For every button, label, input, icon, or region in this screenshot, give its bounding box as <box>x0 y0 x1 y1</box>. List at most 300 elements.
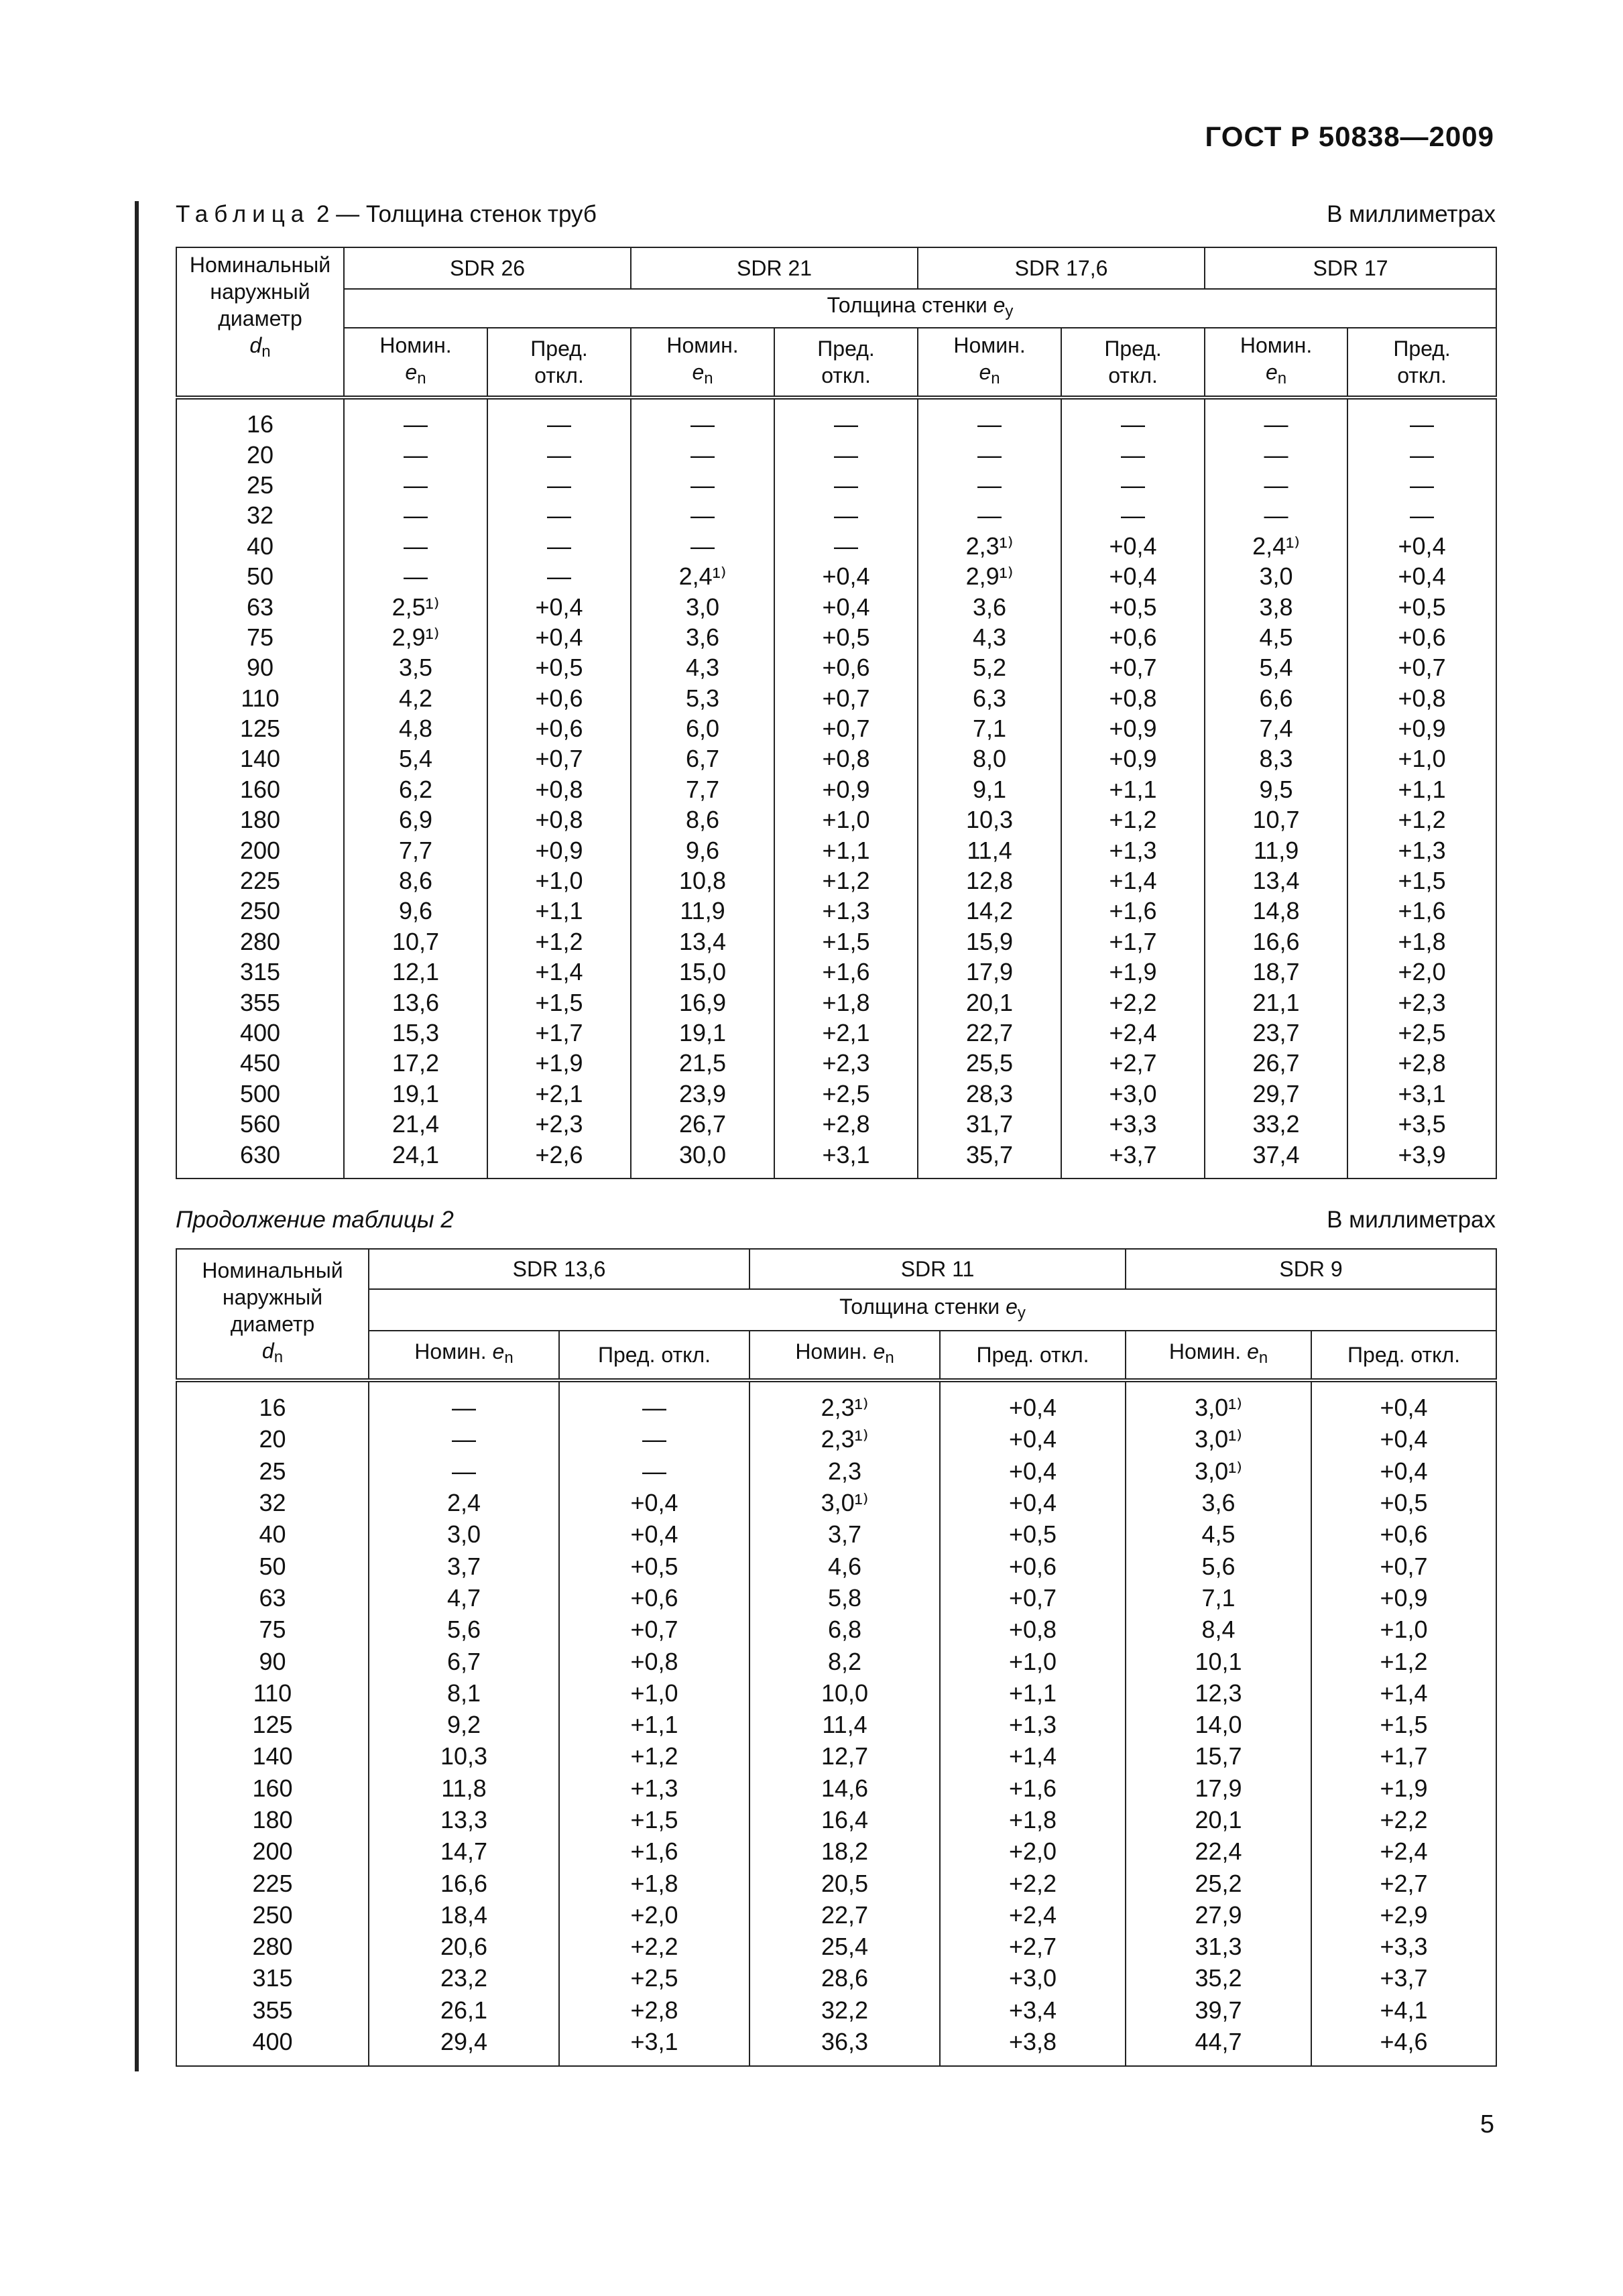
deviation-cell: +0,5 <box>1311 1487 1496 1518</box>
deviation-cell: — <box>559 1392 749 1423</box>
table-row <box>176 1423 1496 1455</box>
nominal-cell: 14,0 <box>1126 1709 1311 1740</box>
spacer-row <box>176 398 1496 409</box>
deviation-cell: +1,1 <box>1347 774 1496 804</box>
table-row <box>176 439 1496 469</box>
deviation-cell: +0,9 <box>1061 743 1205 774</box>
table-row <box>176 804 1496 835</box>
deviation-cell: +1,7 <box>1061 926 1205 957</box>
deviation-cell: +1,9 <box>1311 1772 1496 1804</box>
table-row <box>176 865 1496 896</box>
diameter-cell: 315 <box>176 1962 369 1994</box>
spacer-cell <box>1061 1170 1205 1179</box>
nominal-cell: 8,6 <box>344 865 487 896</box>
deviation-cell: +2,0 <box>1347 957 1496 987</box>
nominal-cell: 4,3 <box>918 622 1061 652</box>
nominal-cell: 27,9 <box>1126 1899 1311 1931</box>
spacer-cell <box>176 2057 369 2066</box>
nominal-cell: 7,7 <box>631 774 774 804</box>
table2-units: В миллиметрах <box>1327 1207 1496 1233</box>
deviation-cell: +2,0 <box>940 1835 1126 1867</box>
nominal-cell: — <box>918 470 1061 500</box>
deviation-cell: +1,3 <box>774 896 918 926</box>
deviation-cell: — <box>1061 439 1205 469</box>
deviation-cell: — <box>1061 500 1205 530</box>
diameter-cell: 32 <box>176 1487 369 1518</box>
nominal-cell: — <box>1205 439 1347 469</box>
nominal-cell: 20,5 <box>749 1867 940 1898</box>
diameter-header-line1: Номинальный <box>202 1258 343 1282</box>
diameter-cell: 50 <box>176 561 344 591</box>
nominal-cell: 22,4 <box>1126 1835 1311 1867</box>
deviation-cell: +3,1 <box>559 2026 749 2057</box>
thickness-label: Толщина стенки <box>839 1294 1006 1319</box>
deviation-cell: +1,0 <box>774 804 918 835</box>
nominal-cell: 5,8 <box>749 1582 940 1614</box>
nominal-label: Номин. <box>666 333 739 357</box>
spacer-cell <box>631 1170 774 1179</box>
nominal-cell: 25,2 <box>1126 1867 1311 1898</box>
deviation-cell: +2,3 <box>774 1048 918 1078</box>
nominal-cell: 10,7 <box>344 926 487 957</box>
deviation-header: Пред. откл. <box>559 1331 749 1380</box>
deviation-cell: +2,1 <box>774 1018 918 1048</box>
deviation-cell: +0,6 <box>487 713 631 743</box>
table-row <box>176 1139 1496 1169</box>
spacer-cell <box>940 1380 1126 1392</box>
deviation-cell: +0,4 <box>559 1518 749 1550</box>
table-row <box>176 1109 1496 1139</box>
diameter-cell: 40 <box>176 1518 369 1550</box>
deviation-cell: +1,5 <box>1311 1709 1496 1740</box>
nominal-cell: 10,1 <box>1126 1645 1311 1677</box>
diameter-header-line2: наружный <box>210 280 310 304</box>
nominal-cell: 3,0 <box>631 591 774 621</box>
diameter-header-line3: диаметр <box>218 306 302 330</box>
deviation-cell: +1,6 <box>1347 896 1496 926</box>
nominal-cell: 16,9 <box>631 987 774 1017</box>
table2 <box>176 1248 1497 2067</box>
nominal-cell: 31,3 <box>1126 1931 1311 1962</box>
nominal-cell: 36,3 <box>749 2026 940 2057</box>
deviation-header <box>774 328 918 398</box>
nominal-cell: 14,2 <box>918 896 1061 926</box>
nominal-cell: 17,9 <box>1126 1772 1311 1804</box>
deviation-cell: +0,9 <box>1311 1582 1496 1614</box>
diameter-cell: 225 <box>176 865 344 896</box>
deviation-cell: +0,8 <box>1347 683 1496 713</box>
nominal-cell: 11,4 <box>918 835 1061 865</box>
nominal-cell: 6,3 <box>918 683 1061 713</box>
nominal-cell: 26,7 <box>631 1109 774 1139</box>
deviation-cell: +0,4 <box>1061 561 1205 591</box>
nominal-cell: — <box>369 1392 559 1423</box>
thickness-header <box>369 1289 1496 1331</box>
spacer-cell <box>344 1170 487 1179</box>
diameter-cell: 140 <box>176 1740 369 1772</box>
diameter-header <box>176 247 344 398</box>
table-row <box>176 1518 1496 1550</box>
deviation-cell: — <box>774 439 918 469</box>
nominal-cell: 13,4 <box>1205 865 1347 896</box>
nominal-cell: 23,9 <box>631 1079 774 1109</box>
deviation-cell: +2,8 <box>1347 1048 1496 1078</box>
spacer-cell <box>1126 1380 1311 1392</box>
diameter-cell: 450 <box>176 1048 344 1078</box>
table-row <box>176 1455 1496 1487</box>
deviation-cell: +0,7 <box>559 1614 749 1645</box>
deviation-cell: +1,3 <box>940 1709 1126 1740</box>
nominal-label: Номин. <box>953 333 1026 357</box>
nominal-symbol: e <box>492 1339 505 1364</box>
deviation-cell: +1,0 <box>559 1677 749 1709</box>
nominal-cell: 11,8 <box>369 1772 559 1804</box>
nominal-cell: 2,3¹⁾ <box>749 1423 940 1455</box>
table1-caption <box>176 201 597 228</box>
deviation-cell: +0,5 <box>1347 591 1496 621</box>
deviation-cell: +2,5 <box>1347 1018 1496 1048</box>
deviation-cell: +3,7 <box>1061 1139 1205 1169</box>
table-row <box>176 1614 1496 1645</box>
deviation-cell: +2,8 <box>559 1994 749 2026</box>
deviation-cell: +4,6 <box>1311 2026 1496 2057</box>
deviation-cell: +1,3 <box>1347 835 1496 865</box>
diameter-cell: 125 <box>176 713 344 743</box>
document-code: ГОСТ Р 50838—2009 <box>1205 121 1494 152</box>
nominal-cell: — <box>344 409 487 439</box>
deviation-cell: +0,4 <box>774 561 918 591</box>
deviation-cell: +0,7 <box>1347 652 1496 682</box>
nominal-header <box>369 1331 559 1380</box>
deviation-header <box>1061 328 1205 398</box>
diameter-cell: 140 <box>176 743 344 774</box>
table-row <box>176 1994 1496 2026</box>
spacer-row <box>176 2057 1496 2066</box>
deviation-cell: — <box>774 470 918 500</box>
nominal-cell: 6,2 <box>344 774 487 804</box>
deviation-cell: +0,8 <box>487 774 631 804</box>
deviation-cell: — <box>1347 470 1496 500</box>
group-header: SDR 21 <box>631 247 918 289</box>
diameter-cell: 225 <box>176 1867 369 1898</box>
deviation-cell: +0,7 <box>487 743 631 774</box>
nominal-cell: 8,3 <box>1205 743 1347 774</box>
table-row <box>176 1899 1496 1931</box>
deviation-cell: +0,4 <box>940 1423 1126 1455</box>
nominal-cell: 26,1 <box>369 1994 559 2026</box>
nominal-symbol: e <box>405 360 418 384</box>
diameter-cell: 40 <box>176 531 344 561</box>
deviation-cell: +0,7 <box>774 683 918 713</box>
nominal-header <box>631 328 774 398</box>
deviation-cell: +2,4 <box>940 1899 1126 1931</box>
nominal-cell: 28,6 <box>749 1962 940 1994</box>
nominal-symbol-sub: n <box>504 1349 514 1367</box>
deviation-cell: +1,8 <box>1347 926 1496 957</box>
spacer-cell <box>1347 398 1496 409</box>
spacer-cell <box>176 1170 344 1179</box>
deviation-cell: +0,6 <box>1061 622 1205 652</box>
deviation-label: Пред. <box>530 337 588 361</box>
deviation-cell: — <box>559 1423 749 1455</box>
spacer-cell <box>369 1380 559 1392</box>
spacer-cell <box>749 2057 940 2066</box>
nominal-cell: 17,9 <box>918 957 1061 987</box>
spacer-cell <box>1205 398 1347 409</box>
deviation-cell: +2,7 <box>1311 1867 1496 1898</box>
deviation-cell: +3,8 <box>940 2026 1126 2057</box>
nominal-cell: 3,0 <box>1205 561 1347 591</box>
diameter-cell: 630 <box>176 1139 344 1169</box>
nominal-cell: 8,1 <box>369 1677 559 1709</box>
nominal-label: Номин. <box>795 1339 874 1364</box>
table1 <box>176 247 1497 1179</box>
nominal-cell: 7,1 <box>1126 1582 1311 1614</box>
deviation-cell: +1,0 <box>1347 743 1496 774</box>
nominal-cell: 7,1 <box>918 713 1061 743</box>
deviation-cell: +2,7 <box>1061 1048 1205 1078</box>
deviation-cell: — <box>487 561 631 591</box>
spacer-cell <box>1126 2057 1311 2066</box>
group-header: SDR 13,6 <box>369 1249 749 1289</box>
deviation-cell: +2,6 <box>487 1139 631 1169</box>
nominal-cell: 24,1 <box>344 1139 487 1169</box>
deviation-cell: +0,9 <box>774 774 918 804</box>
nominal-symbol-sub: n <box>1277 369 1287 387</box>
nominal-cell: 3,7 <box>369 1550 559 1581</box>
nominal-header <box>1126 1331 1311 1380</box>
group-header: SDR 17,6 <box>918 247 1205 289</box>
table-row <box>176 1740 1496 1772</box>
nominal-cell: 37,4 <box>1205 1139 1347 1169</box>
nominal-cell: — <box>369 1455 559 1487</box>
nominal-cell: 5,6 <box>1126 1550 1311 1581</box>
nominal-cell: 9,1 <box>918 774 1061 804</box>
nominal-cell: 29,7 <box>1205 1079 1347 1109</box>
spacer-cell <box>918 398 1061 409</box>
deviation-cell: +3,9 <box>1347 1139 1496 1169</box>
nominal-cell: 2,3 <box>749 1455 940 1487</box>
table-row <box>176 1582 1496 1614</box>
nominal-cell: 18,7 <box>1205 957 1347 987</box>
deviation-cell: +1,7 <box>1311 1740 1496 1772</box>
nominal-cell: 4,7 <box>369 1582 559 1614</box>
nominal-cell: — <box>1205 409 1347 439</box>
nominal-symbol-sub: n <box>1258 1349 1268 1367</box>
deviation-cell: +2,2 <box>1311 1804 1496 1835</box>
nominal-cell: 16,6 <box>1205 926 1347 957</box>
deviation-cell: — <box>487 470 631 500</box>
nominal-cell: 39,7 <box>1126 1994 1311 2026</box>
deviation-cell: +0,4 <box>1061 531 1205 561</box>
nominal-cell: 3,0¹⁾ <box>749 1487 940 1518</box>
deviation-cell: +0,6 <box>1311 1518 1496 1550</box>
diameter-cell: 90 <box>176 1645 369 1677</box>
deviation-cell: — <box>774 531 918 561</box>
deviation-cell: +1,3 <box>559 1772 749 1804</box>
deviation-cell: +1,4 <box>1311 1677 1496 1709</box>
table-row <box>176 561 1496 591</box>
deviation-header <box>1347 328 1496 398</box>
nominal-cell: — <box>631 531 774 561</box>
deviation-cell: +0,8 <box>940 1614 1126 1645</box>
nominal-label: Номин. <box>414 1339 493 1364</box>
nominal-cell: 35,2 <box>1126 1962 1311 1994</box>
spacer-cell <box>631 398 774 409</box>
deviation-cell: +0,4 <box>487 622 631 652</box>
deviation-label-line2: откл. <box>534 363 584 387</box>
nominal-cell: 9,5 <box>1205 774 1347 804</box>
nominal-header <box>749 1331 940 1380</box>
nominal-cell: 32,2 <box>749 1994 940 2026</box>
deviation-cell: +3,4 <box>940 1994 1126 2026</box>
deviation-cell: +1,2 <box>487 926 631 957</box>
diameter-cell: 110 <box>176 683 344 713</box>
deviation-cell: +3,1 <box>1347 1079 1496 1109</box>
deviation-cell: +0,9 <box>487 835 631 865</box>
nominal-cell: 7,4 <box>1205 713 1347 743</box>
nominal-cell: — <box>344 531 487 561</box>
deviation-cell: +1,8 <box>559 1867 749 1898</box>
nominal-cell: — <box>631 470 774 500</box>
nominal-cell: 6,8 <box>749 1614 940 1645</box>
diameter-cell: 63 <box>176 1582 369 1614</box>
deviation-cell: — <box>1061 470 1205 500</box>
diameter-cell: 280 <box>176 926 344 957</box>
nominal-cell: 10,7 <box>1205 804 1347 835</box>
spacer-cell <box>176 1380 369 1392</box>
table-row <box>176 622 1496 652</box>
nominal-cell: 13,4 <box>631 926 774 957</box>
thickness-symbol-sub: y <box>1005 302 1014 320</box>
table-row <box>176 1018 1496 1048</box>
deviation-cell: +0,4 <box>1311 1455 1496 1487</box>
deviation-label-line2: откл. <box>821 363 871 387</box>
table1-caption-title: 2 — Толщина стенок труб <box>310 201 597 227</box>
table-row <box>176 987 1496 1017</box>
nominal-cell: — <box>631 439 774 469</box>
deviation-cell: +1,2 <box>1061 804 1205 835</box>
table-row <box>176 2026 1496 2057</box>
nominal-cell: 4,5 <box>1205 622 1347 652</box>
nominal-cell: 3,7 <box>749 1518 940 1550</box>
deviation-cell: +1,2 <box>1311 1645 1496 1677</box>
deviation-cell: +1,6 <box>1061 896 1205 926</box>
diameter-cell: 560 <box>176 1109 344 1139</box>
deviation-cell: +0,4 <box>559 1487 749 1518</box>
nominal-cell: 11,9 <box>1205 835 1347 865</box>
nominal-cell: 10,0 <box>749 1677 940 1709</box>
deviation-cell: +0,8 <box>774 743 918 774</box>
deviation-cell: +0,8 <box>559 1645 749 1677</box>
deviation-cell: +0,6 <box>559 1582 749 1614</box>
deviation-cell: +1,6 <box>559 1835 749 1867</box>
nominal-cell: 25,4 <box>749 1931 940 1962</box>
deviation-cell: +0,4 <box>940 1392 1126 1423</box>
spacer-cell <box>344 398 487 409</box>
nominal-cell: 33,2 <box>1205 1109 1347 1139</box>
deviation-cell: +3,0 <box>940 1962 1126 1994</box>
table-row <box>176 1772 1496 1804</box>
nominal-cell: 5,6 <box>369 1614 559 1645</box>
table-row <box>176 531 1496 561</box>
deviation-cell: +1,2 <box>774 865 918 896</box>
deviation-cell: +1,0 <box>487 865 631 896</box>
nominal-cell: 3,6 <box>1126 1487 1311 1518</box>
nominal-cell: 3,0 <box>369 1518 559 1550</box>
diameter-cell: 75 <box>176 1614 369 1645</box>
deviation-label: Пред. <box>817 337 875 361</box>
nominal-cell: 2,3¹⁾ <box>749 1392 940 1423</box>
deviation-cell: +0,9 <box>1061 713 1205 743</box>
deviation-cell: — <box>1347 409 1496 439</box>
deviation-cell: +1,1 <box>940 1677 1126 1709</box>
nominal-header <box>1205 328 1347 398</box>
table-row <box>176 743 1496 774</box>
spacer-cell <box>487 398 631 409</box>
thickness-label: Толщина стенки <box>827 293 994 317</box>
spacer-cell <box>559 2057 749 2066</box>
deviation-cell: +0,4 <box>1347 531 1496 561</box>
deviation-cell: +2,8 <box>774 1109 918 1139</box>
deviation-cell: +1,1 <box>487 896 631 926</box>
diameter-symbol: d <box>249 333 262 357</box>
table-row <box>176 1804 1496 1835</box>
table-row <box>176 774 1496 804</box>
nominal-cell: 14,8 <box>1205 896 1347 926</box>
table-row <box>176 470 1496 500</box>
deviation-cell: +2,4 <box>1061 1018 1205 1048</box>
deviation-header: Пред. откл. <box>940 1331 1126 1380</box>
deviation-cell: — <box>487 409 631 439</box>
deviation-cell: — <box>559 1455 749 1487</box>
deviation-cell: +1,5 <box>1347 865 1496 896</box>
nominal-cell: 6,7 <box>369 1645 559 1677</box>
diameter-cell: 125 <box>176 1709 369 1740</box>
nominal-cell: 13,6 <box>344 987 487 1017</box>
table-row <box>176 1835 1496 1867</box>
group-header: SDR 17 <box>1205 247 1496 289</box>
diameter-header-line2: наружный <box>222 1285 323 1309</box>
nominal-cell: 17,2 <box>344 1048 487 1078</box>
spacer-cell <box>749 1380 940 1392</box>
nominal-cell: 4,2 <box>344 683 487 713</box>
deviation-cell: +0,4 <box>940 1455 1126 1487</box>
nominal-label: Номин. <box>1168 1339 1248 1364</box>
deviation-cell: +1,2 <box>1347 804 1496 835</box>
deviation-cell: +1,4 <box>940 1740 1126 1772</box>
deviation-cell: +2,9 <box>1311 1899 1496 1931</box>
nominal-cell: 20,1 <box>1126 1804 1311 1835</box>
nominal-cell: 23,2 <box>369 1962 559 1994</box>
diameter-cell: 355 <box>176 1994 369 2026</box>
thickness-symbol: e <box>993 293 1006 317</box>
deviation-label: Пред. <box>1393 337 1451 361</box>
deviation-cell: +0,6 <box>940 1550 1126 1581</box>
nominal-cell: 19,1 <box>631 1018 774 1048</box>
deviation-cell: +1,4 <box>487 957 631 987</box>
nominal-label: Номин. <box>1240 333 1313 357</box>
nominal-cell: 4,5 <box>1126 1518 1311 1550</box>
deviation-cell: +2,2 <box>940 1867 1126 1898</box>
nominal-cell: 3,0¹⁾ <box>1126 1455 1311 1487</box>
deviation-cell: +1,8 <box>940 1804 1126 1835</box>
nominal-cell: 15,0 <box>631 957 774 987</box>
diameter-cell: 90 <box>176 652 344 682</box>
nominal-cell: 6,6 <box>1205 683 1347 713</box>
deviation-label-line2: откл. <box>1397 363 1447 387</box>
diameter-cell: 16 <box>176 409 344 439</box>
